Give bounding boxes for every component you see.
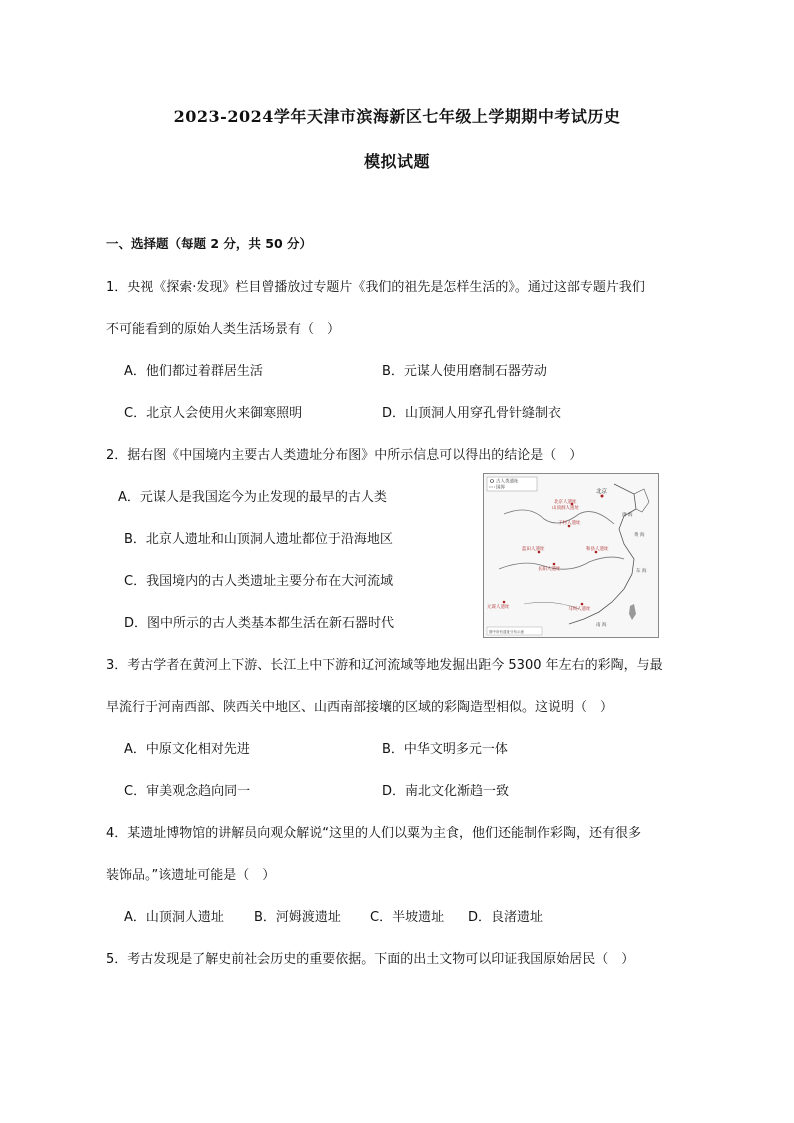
- map-label-sea-char-4: 海: [640, 533, 645, 538]
- map-label-hexian: 和县人遗址: [586, 547, 609, 552]
- map-label-beijing-man: 北京人遗址: [554, 500, 577, 505]
- map-label-dingcun: 丁村人遗址: [558, 521, 581, 526]
- ancient-sites-map: [483, 473, 659, 638]
- map-label-sea-char-5: 东: [636, 569, 641, 574]
- map-graphic: [484, 474, 658, 637]
- map-label-maba: 马坝人遗址: [568, 607, 591, 612]
- question-4-option-b: B．河姆渡遗址: [254, 910, 341, 925]
- question-4-option-c: C．半坡遗址: [370, 910, 445, 925]
- section-heading: 一、选择题（每题 2 分，共 50 分）: [106, 236, 313, 251]
- question-1-option-b: B．元谋人使用磨制石器劳动: [382, 364, 547, 379]
- document-title-line2: 模拟试题: [363, 152, 430, 171]
- question-4-stem-line1: 4．某遗址博物馆的讲解员向观众解说“这里的人们以粟为主食，他们还能制作彩陶，还有很多: [106, 826, 642, 841]
- question-3-option-c: C．审美观念趋向同一: [124, 784, 251, 799]
- question-1-stem-line2: 不可能看到的原始人类生活场景有（ ）: [106, 322, 341, 337]
- map-label-sea-char-2: 海: [628, 513, 633, 518]
- question-2-option-a: A．元谋人是我国迄今为止发现的最早的古人类: [118, 490, 387, 505]
- question-1-option-d: D．山顶洞人用穿孔骨针缝制衣: [382, 406, 562, 421]
- question-4-stem-line2: 装饰品。”该遗址可能是（ ）: [106, 868, 276, 883]
- question-1-option-c: C．北京人会使用火来御寒照明: [124, 406, 303, 421]
- question-3-option-a: A．中原文化相对先进: [124, 742, 250, 757]
- map-legend-border: 国界: [496, 485, 505, 491]
- map-label-yuanmou: 元谋人遗址: [487, 605, 510, 610]
- map-note: 图中所有遗址分布示意: [489, 630, 524, 634]
- question-1-option-a: A．他们都过着群居生活: [124, 364, 263, 379]
- document-title-line1: 2023-2024学年天津市滨海新区七年级上学期期中考试历史: [173, 107, 621, 126]
- question-4-option-a: A．山顶洞人遗址: [124, 910, 224, 925]
- question-3-option-b: B．中华文明多元一体: [382, 742, 508, 757]
- question-5-stem: 5．考古发现是了解史前社会历史的重要依据。下面的出土文物可以印证我国原始居民（ ）: [106, 952, 635, 967]
- question-4-option-d: D．良渚遗址: [468, 910, 544, 925]
- map-label-sea-char-1: 渤: [622, 513, 627, 518]
- question-1-stem-line1: 1．央视《探索·发现》栏目曾播放过专题片《我们的祖先是怎样生活的》。通过这部专题片我们: [106, 280, 645, 295]
- map-label-sea-char-8: 海: [602, 623, 607, 628]
- question-2-option-d: D．图中所示的古人类基本都生活在新石器时代: [124, 616, 395, 631]
- question-2-option-b: B．北京人遗址和山顶洞人遗址都位于沿海地区: [124, 532, 393, 547]
- question-3-stem-line2: 早流行于河南西部、陕西关中地区、山西南部接壤的区域的彩陶造型相似。这说明（ ）: [106, 700, 614, 715]
- question-2-stem: 2．据右图《中国境内主要古人类遗址分布图》中所示信息可以得出的结论是（ ）: [106, 448, 583, 463]
- question-3-stem-line1: 3．考古学者在黄河上下游、长江上中下游和辽河流域等地发掘出距今 5300 年左右的彩陶，与最: [106, 658, 663, 673]
- map-label-changyang: 长阳人遗址: [538, 567, 561, 572]
- map-label-sea-char-3: 黄: [634, 533, 639, 538]
- map-legend-site: 古人类遗址: [496, 479, 519, 485]
- question-3-option-d: D．南北文化渐趋一致: [382, 784, 510, 799]
- map-label-lantian: 蓝田人遗址: [522, 547, 545, 552]
- map-label-sea-char-6: 海: [642, 569, 647, 574]
- map-label-upper-cave: 山顶洞人遗址: [552, 506, 579, 511]
- map-label-beijing: 北京: [596, 489, 608, 495]
- map-label-sea-char-7: 南: [596, 623, 601, 628]
- question-2-option-c: C．我国境内的古人类遗址主要分布在大河流域: [124, 574, 394, 589]
